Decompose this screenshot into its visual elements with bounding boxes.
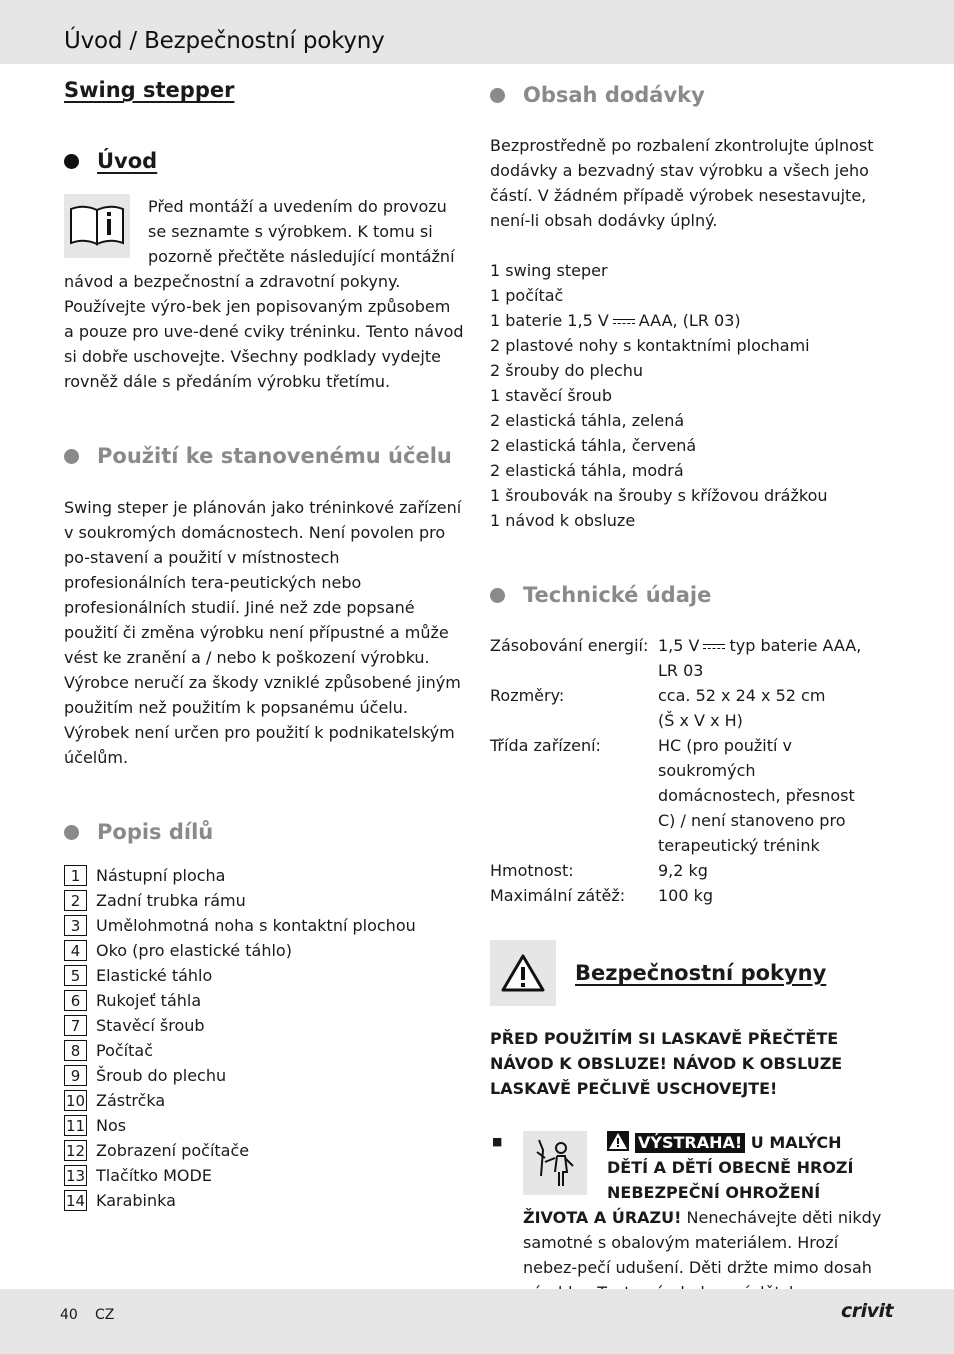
- part-item: [64, 888, 464, 913]
- class-value-line1: HC (pro použití v soukromých: [658, 736, 792, 780]
- battery-text: 1 baterie 1,5 V: [490, 311, 609, 330]
- read-manual-icon: [64, 194, 130, 258]
- list-item: 1 počítač: [490, 286, 564, 305]
- list-item: 1 swing steper: [490, 261, 608, 280]
- intro-text: Před montáží a uvedením do provozu se seznamte s výrobkem. K tomu si pozorně přečtěte následující montážní návod a bezpečnostní a zdravotní pokyny. Používejte výro-bek jen popisovaným způsobem a pouze pro uve-dené cviky tréninku. Tento návod si dobře uschovejte. Všechny podklady vydejte rovněž dále s předáním výrobku třetímu.: [64, 197, 464, 391]
- tech-row-class: [490, 733, 890, 858]
- list-item: [490, 308, 890, 333]
- part-label: Zástrčka: [96, 1091, 166, 1110]
- product-title: Swing stepper: [64, 78, 235, 102]
- class-value-line3: C) / není stanoveno pro: [658, 811, 846, 830]
- list-item: 2 elastická táhla, zelená: [490, 411, 685, 430]
- intro-heading: [64, 146, 464, 176]
- bullet-dot-icon: [64, 154, 79, 169]
- part-number: 10: [65, 1091, 86, 1110]
- tech-row-power: [490, 633, 890, 683]
- part-item: [64, 1163, 464, 1188]
- tech-label: Maximální zátěž:: [490, 886, 626, 905]
- power-value-line2: LR 03: [658, 661, 704, 680]
- delivery-heading: [490, 80, 890, 110]
- warning-bold-tail: ŽIVOTA A ÚRAZU!: [523, 1208, 682, 1227]
- list-item: 2 plastové nohy s kontaktními plochami: [490, 336, 810, 355]
- tech-value: [658, 683, 890, 733]
- list-item: 1 šroubovák na šrouby s křížovou drážkou: [490, 486, 828, 505]
- intended-use-text: Swing steper je plánován jako tréninkové zařízení v soukromých domácnostech. Není povolen pro po-stavení a použití v místnostech profesionálních tera-peutických nebo profesionálních studií. Jiné než zde popsané použití či změna výrobku není přípustné a může vést ke zranění a / nebo k poškození výrobku. Výrobce neručí za škody vzniklé způsobené jiným použitím než použitím k popsanému účelu. Výrobek není určen pro použití k podnikatelským účelům.: [64, 498, 462, 767]
- warning-triangle-small-icon: [607, 1131, 629, 1151]
- list-item: 1 návod k obsluze: [490, 511, 636, 530]
- part-item: [64, 913, 464, 938]
- intended-use-heading: [64, 441, 464, 471]
- warning-line1: U MALÝCH: [750, 1133, 842, 1152]
- part-label: Počítač: [96, 1041, 153, 1060]
- part-number: 4: [64, 940, 87, 961]
- child-warning-block: [490, 1126, 890, 1316]
- class-value-line2: domácnostech, přesnost: [658, 786, 855, 805]
- part-number: 11: [65, 1116, 86, 1135]
- part-item: [64, 1038, 464, 1063]
- bullet-dot-icon: [490, 588, 505, 603]
- warning-text: Nenechávejte děti nikdy samotné s obalovým materiálem. Hrozí nebez-pečí udušení. Děti držte mimo dosah: [523, 1208, 882, 1277]
- part-label: Oko (pro elastické táhlo): [96, 941, 292, 960]
- part-number: 7: [64, 1015, 87, 1036]
- left-column: [64, 78, 464, 1213]
- page-number: 40: [60, 1307, 78, 1323]
- part-label: Tlačítko MODE: [96, 1166, 212, 1185]
- delivery-list: [490, 258, 890, 533]
- tech-value: [658, 633, 890, 683]
- tech-label: Hmotnost:: [490, 861, 574, 880]
- dims-value: cca. 52 x 24 x 52 cm: [658, 686, 826, 705]
- part-label: Karabinka: [96, 1191, 176, 1210]
- tech-label: Třída zařízení:: [490, 736, 601, 755]
- parts-heading: [64, 817, 464, 847]
- safety-caps-text: PŘED POUŽITÍM SI LASKAVĚ PŘEČTĚTE NÁVOD K OBSLUZE! NÁVOD K OBSLUZE LASKAVĚ PEČLIVĚ USCHOVEJTE!: [490, 1029, 843, 1098]
- part-label: Rukojeť táhla: [96, 991, 202, 1010]
- dc-symbol-icon: [703, 643, 725, 651]
- footer-band: [0, 1289, 954, 1354]
- part-item: [64, 1138, 464, 1163]
- tech-value: 100 kg: [658, 886, 714, 905]
- part-item: [64, 988, 464, 1013]
- child-warning-icon: [523, 1131, 587, 1195]
- language-code: CZ: [95, 1307, 115, 1323]
- intro-heading-text: Úvod: [97, 149, 158, 173]
- class-value-line4: terapeutický trénink: [658, 836, 820, 855]
- tech-row-weight: [490, 858, 890, 883]
- technical-table: [490, 633, 890, 908]
- part-item: [64, 1113, 464, 1138]
- warning-line3: NEBEZPEČNÍ OHROŽENÍ: [607, 1183, 821, 1202]
- list-item: 2 elastická táhla, modrá: [490, 461, 684, 480]
- warning-triangle-icon: [490, 940, 556, 1006]
- tech-value: 9,2 kg: [658, 861, 708, 880]
- part-item: [64, 1063, 464, 1088]
- part-number: 8: [64, 1040, 87, 1061]
- part-item: [64, 1188, 464, 1213]
- bullet-dot-icon: [64, 825, 79, 840]
- part-label: Zobrazení počítače: [96, 1141, 250, 1160]
- list-item: 1 stavěcí šroub: [490, 386, 612, 405]
- part-label: Umělohmotná noha s kontaktní plochou: [96, 916, 416, 935]
- tech-row-dims: [490, 683, 890, 733]
- brand-logo: crivit: [841, 1300, 894, 1322]
- parts-heading-text: Popis dílů: [97, 820, 214, 844]
- part-item: [64, 963, 464, 988]
- tech-label: Zásobování energií:: [490, 636, 649, 655]
- part-label: Zadní trubka rámu: [96, 891, 246, 910]
- list-item: 2 šrouby do plechu: [490, 361, 644, 380]
- warning-line2: DĚTÍ A DĚTÍ OBECNĚ HROZÍ: [607, 1158, 854, 1177]
- part-number: 1: [64, 865, 87, 886]
- part-label: Šroub do plechu: [96, 1066, 227, 1085]
- part-number: 9: [64, 1065, 87, 1086]
- part-number: 6: [64, 990, 87, 1011]
- safety-heading: [490, 940, 890, 1006]
- delivery-heading-text: Obsah dodávky: [523, 83, 705, 107]
- part-number: 12: [65, 1141, 86, 1160]
- dims-value-line2: (Š x V x H): [658, 711, 743, 730]
- delivery-text: Bezprostředně po rozbalení zkontrolujte úplnost dodávky a bezvadný stav výrobku a všech jeho částí. V žádném případě výrobek nesestavujte, není-li obsah dodávky úplný.: [490, 136, 874, 230]
- power-value-tail: typ baterie AAA,: [729, 636, 862, 655]
- part-item: [64, 863, 464, 888]
- intended-use-heading-text: Použití ke stanovenému účelu: [97, 444, 452, 468]
- tech-value: [658, 733, 890, 858]
- part-item: [64, 1013, 464, 1038]
- part-label: Stavěcí šroub: [96, 1016, 205, 1035]
- bullet-square-icon: ■: [492, 1135, 503, 1148]
- part-item: [64, 938, 464, 963]
- bullet-dot-icon: [490, 88, 505, 103]
- part-number: 14: [65, 1191, 86, 1210]
- dc-symbol-icon: [613, 318, 635, 326]
- part-number: 13: [65, 1166, 86, 1185]
- tech-row-maxload: [490, 883, 890, 908]
- power-value: 1,5 V: [658, 636, 700, 655]
- technical-heading: [490, 580, 890, 610]
- part-label: Nos: [96, 1116, 127, 1135]
- list-item: 2 elastická táhla, červená: [490, 436, 697, 455]
- parts-list: [64, 863, 464, 1213]
- technical-heading-text: Technické údaje: [523, 583, 712, 607]
- part-number: 5: [64, 965, 87, 986]
- tech-label: Rozměry:: [490, 686, 565, 705]
- safety-heading-text: Bezpečnostní pokyny: [575, 961, 827, 985]
- warning-title: [607, 1130, 892, 1205]
- part-number: 3: [64, 915, 87, 936]
- bullet-dot-icon: [64, 449, 79, 464]
- page-header-title: Úvod / Bezpečnostní pokyny: [64, 28, 385, 54]
- right-column: [490, 78, 890, 1316]
- part-number: 2: [64, 890, 87, 911]
- warning-badge: VÝSTRAHA!: [635, 1133, 745, 1153]
- part-label: Elastické táhlo: [96, 966, 213, 985]
- battery-text-tail: AAA, (LR 03): [638, 311, 741, 330]
- part-label: Nástupní plocha: [96, 866, 226, 885]
- part-item: [64, 1088, 464, 1113]
- intro-block: [64, 194, 464, 394]
